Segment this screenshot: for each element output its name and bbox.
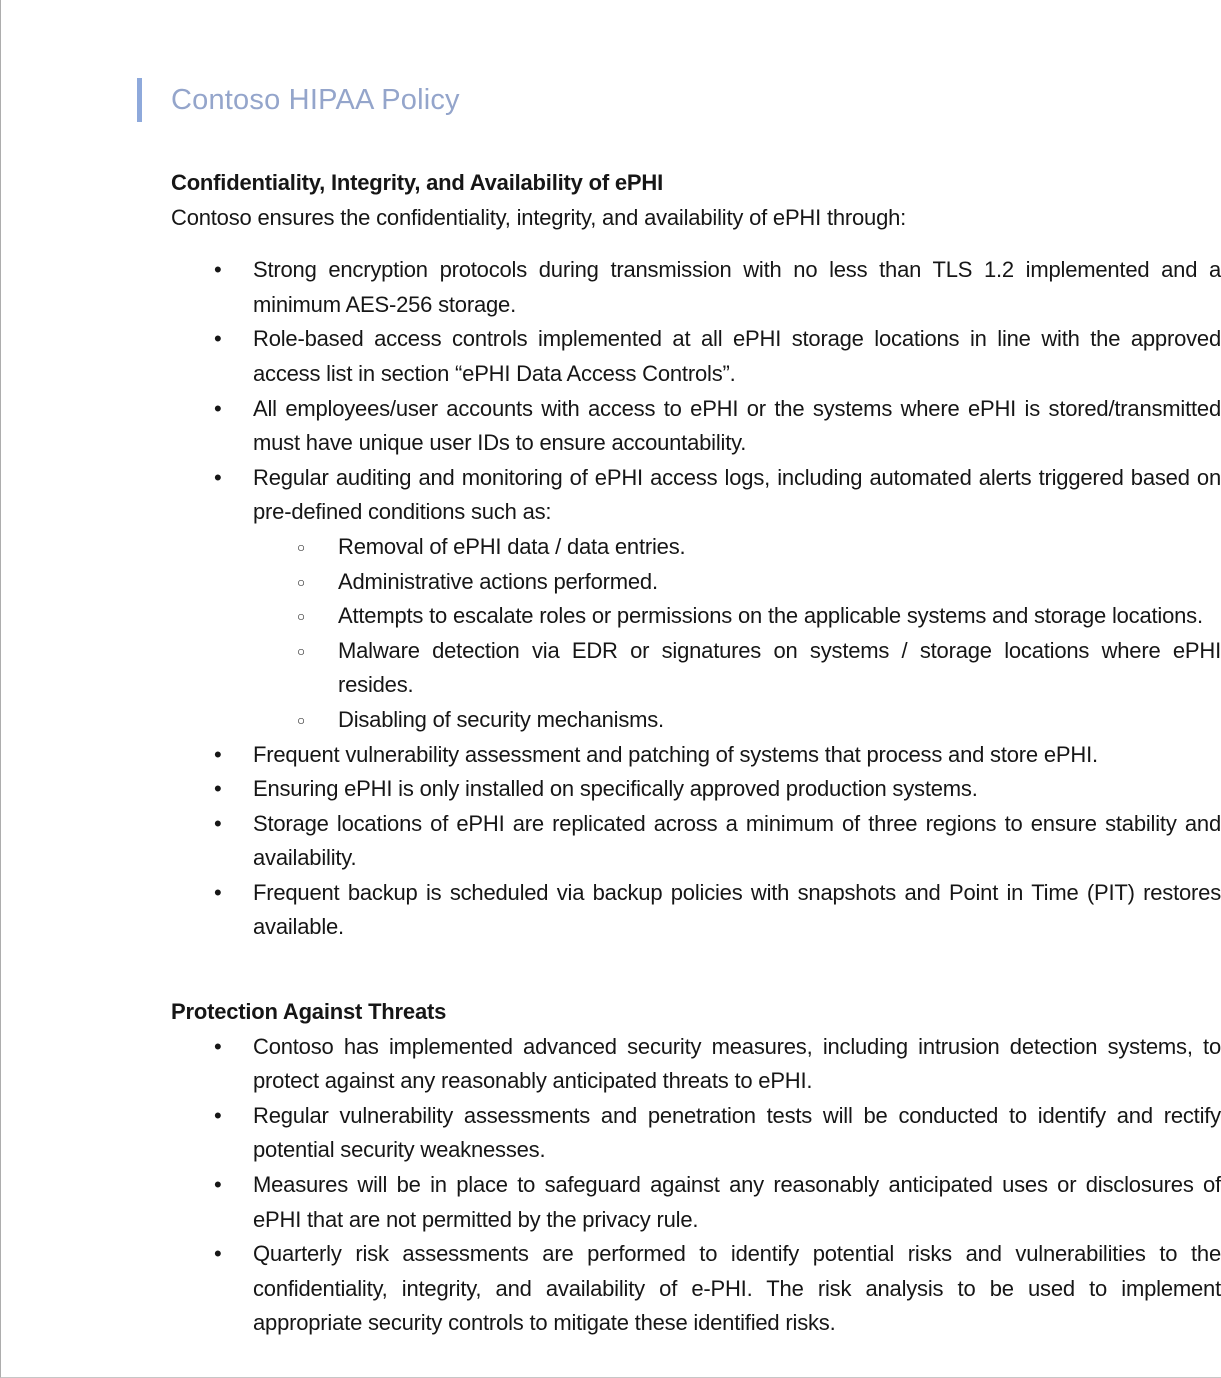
sub-list-item-text: Disabling of security mechanisms.	[338, 706, 664, 732]
list-item-text: Role-based access controls implemented at all ePHI storage locations in line with the approved access list in section “ePHI Data Access Controls”.	[253, 326, 1221, 386]
list-item-text: All employees/user accounts with access to ePHI or the systems where ePHI is stored/transmitted must have unique user IDs to ensure accountability.	[253, 395, 1221, 456]
list-item-text: Regular auditing and monitoring of ePHI access logs, including automated alerts triggered based on pre-defined conditions such as:	[253, 464, 1221, 525]
document-title: Contoso HIPAA Policy	[171, 84, 460, 116]
bullet-list-confidentiality	[171, 253, 1221, 945]
list-item	[171, 1237, 1221, 1341]
list-item-text: Quarterly risk assessments are performed to identify potential risks and vulnerabilities to the confidentiality, integrity, and availability of e-PHI. The risk analysis to be used to implement appropriate security controls to mitigate these identified risks.	[253, 1241, 1221, 1336]
document-title-block	[137, 78, 1221, 122]
list-item-text: Frequent vulnerability assessment and patching of systems that process and store ePHI.	[253, 741, 1098, 767]
sub-list-item-text: Removal of ePHI data / data entries.	[338, 533, 686, 559]
list-item	[171, 738, 1221, 773]
sub-list-item	[253, 634, 1221, 703]
sub-bullet-list	[253, 530, 1221, 738]
list-item	[171, 253, 1221, 322]
list-item	[171, 322, 1221, 391]
sub-list-item-text: Administrative actions performed.	[338, 568, 658, 594]
section-intro: Contoso ensures the confidentiality, integrity, and availability of ePHI through:	[171, 204, 907, 230]
sub-list-item	[253, 530, 1221, 565]
list-item-text: Storage locations of ePHI are replicated across a minimum of three regions to ensure stability and availability.	[253, 810, 1221, 871]
list-item	[171, 392, 1221, 461]
sub-list-item	[253, 565, 1221, 600]
section-heading-confidentiality: Confidentiality, Integrity, and Availability of ePHI	[171, 170, 663, 195]
list-item	[171, 807, 1221, 876]
list-item-text: Regular vulnerability assessments and penetration tests will be conducted to identify and rectify potential security weaknesses.	[253, 1102, 1221, 1163]
list-item-text: Ensuring ePHI is only installed on specifically approved production systems.	[253, 776, 978, 802]
list-item-text: Strong encryption protocols during transmission with no less than TLS 1.2 implemented and a minimum AES-256 storage.	[253, 257, 1221, 317]
list-item	[171, 1030, 1221, 1099]
list-item-text: Frequent backup is scheduled via backup policies with snapshots and Point in Time (PIT) restores available.	[253, 879, 1221, 940]
sub-list-item	[253, 703, 1221, 738]
list-item	[171, 772, 1221, 807]
sub-list-item	[253, 599, 1221, 634]
section-heading-protection: Protection Against Threats	[171, 999, 447, 1025]
list-item	[171, 1168, 1221, 1237]
list-item	[171, 876, 1221, 945]
document-body	[171, 166, 1221, 1341]
list-item-text: Contoso has implemented advanced security measures, including intrusion detection systems, to protect against any reasonably anticipated threats to ePHI.	[253, 1033, 1221, 1094]
list-item-text: Measures will be in place to safeguard against any reasonably anticipated uses or disclosures of ePHI that are not permitted by the privacy rule.	[253, 1172, 1221, 1232]
bullet-list-protection	[171, 1030, 1221, 1341]
sub-list-item-text: Attempts to escalate roles or permissions on the applicable systems and storage locations.	[338, 603, 1203, 629]
list-item	[171, 461, 1221, 738]
title-accent-bar	[137, 78, 142, 122]
list-item	[171, 1099, 1221, 1168]
sub-list-item-text: Malware detection via EDR or signatures on systems / storage locations where ePHI resides.	[338, 637, 1221, 698]
